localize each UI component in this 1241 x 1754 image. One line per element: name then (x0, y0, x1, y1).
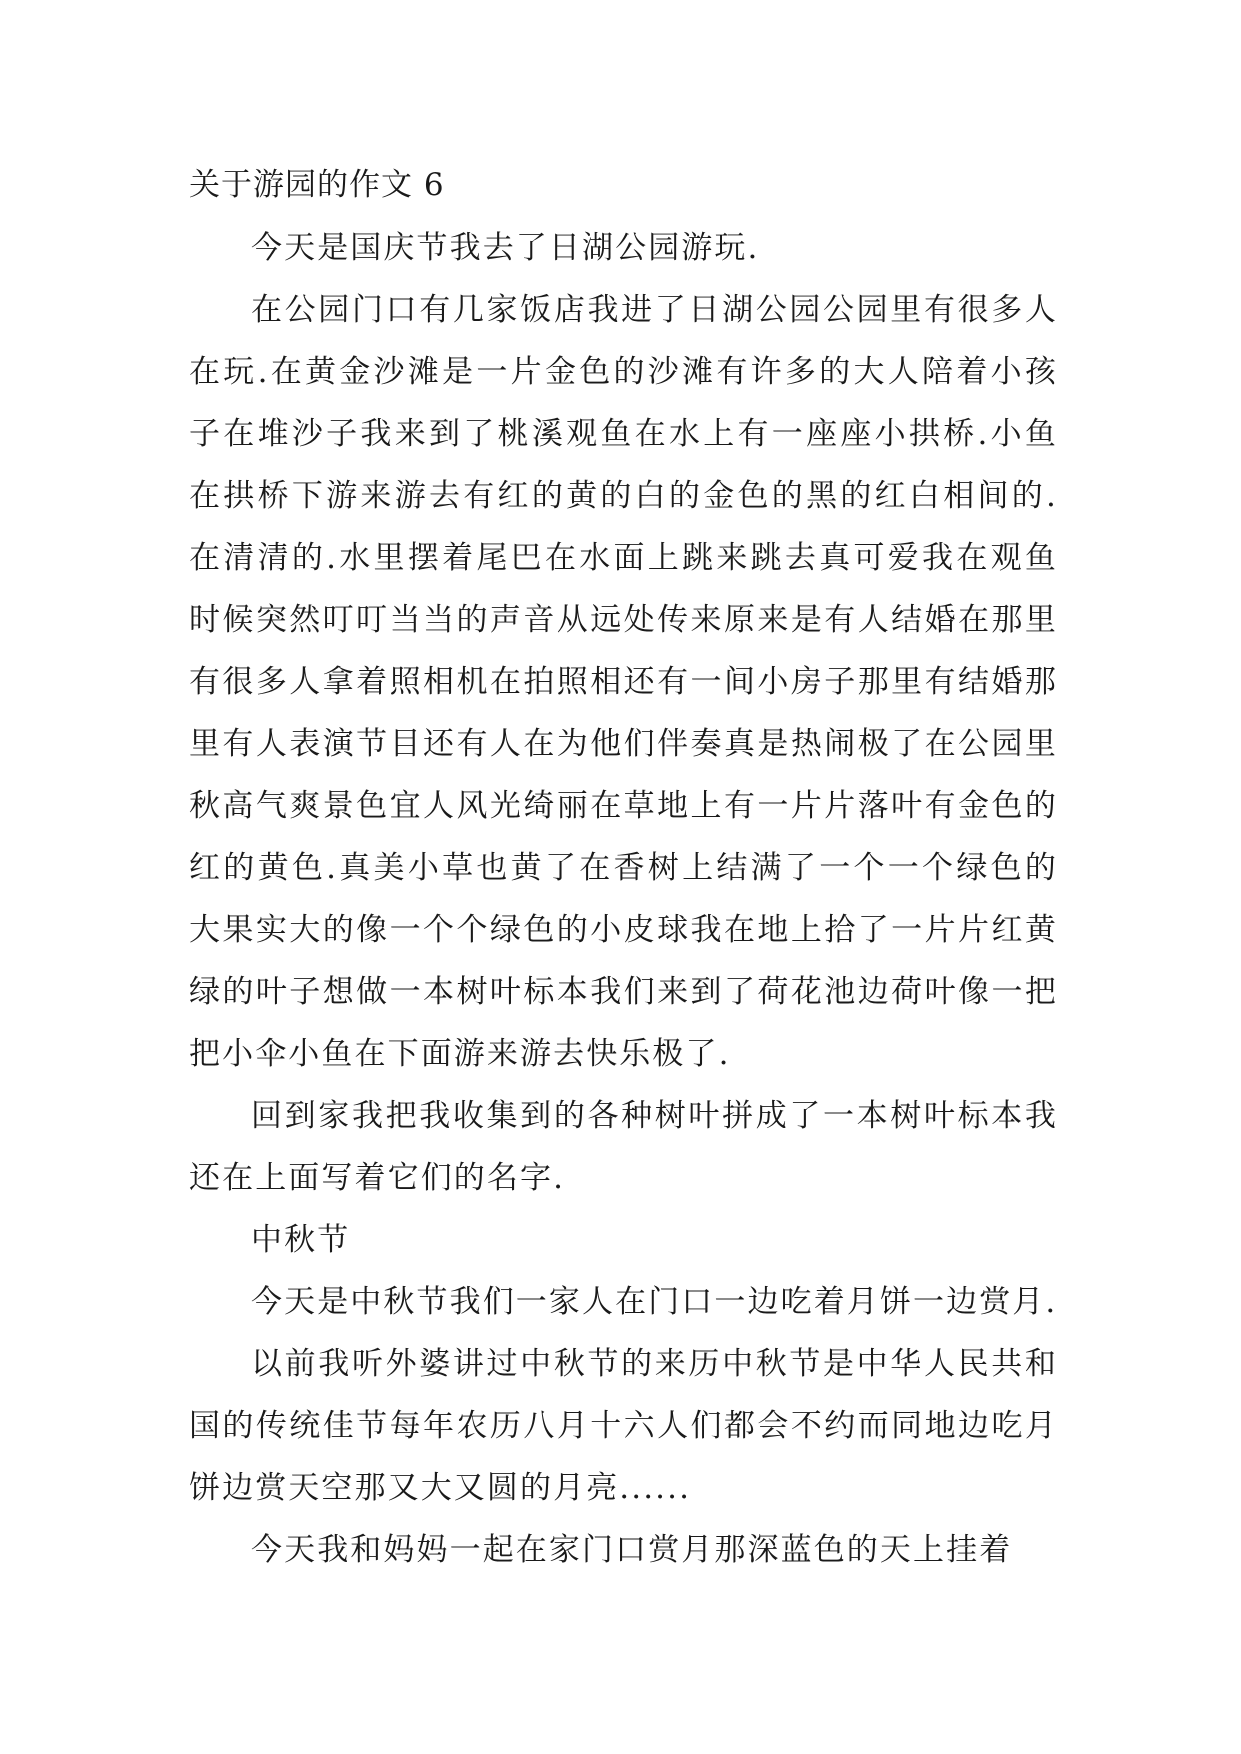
paragraph: 在公园门口有几家饭店我进了日湖公园公园里有很多人在玩.在黄金沙滩是一片金色的沙滩有许多的大人陪着小孩子在堆沙子我来到了桃溪观鱼在水上有一座座小拱桥.小鱼在拱桥下游来游去有红的黄的白的金色的黑的红白相间的.在清清的.水里摆着尾巴在水面上跳来跳去真可爱我在观鱼时候突然叮叮当当的声音从远处传来原来是有人结婚在那里有很多人拿着照相机在拍照相还有一间小房子那里有结婚那里有人表演节目还有人在为他们伴奏真是热闹极了在公园里秋高气爽景色宜人风光绮丽在草地上有一片片落叶有金色的红的黄色.真美小草也黄了在香树上结满了一个一个绿色的大果实大的像一个个绿色的小皮球我在地上拾了一片片红黄绿的叶子想做一本树叶标本我们来到了荷花池边荷叶像一把把小伞小鱼在下面游来游去快乐极了. (189, 292, 1058, 1072)
section-heading: 中秋节 (251, 1222, 351, 1258)
paragraph: 以前我听外婆讲过中秋节的来历中秋节是中华人民共和国的传统佳节每年农历八月十六人们都会不约而同地边吃月饼边赏天空那又大又圆的月亮...... (189, 1346, 1058, 1506)
document-page (189, 162, 1058, 1581)
essay-title: 关于游园的作文 6 (189, 167, 445, 203)
paragraph: 今天是国庆节我去了日湖公园游玩. (251, 230, 760, 266)
paragraph: 回到家我把我收集到的各种树叶拼成了一本树叶标本我还在上面写着它们的名字. (189, 1098, 1058, 1196)
paragraph: 今天我和妈妈一起在家门口赏月那深蓝色的天上挂着 (251, 1532, 1013, 1568)
paragraph: 今天是中秋节我们一家人在门口一边吃着月饼一边赏月. (251, 1284, 1058, 1320)
